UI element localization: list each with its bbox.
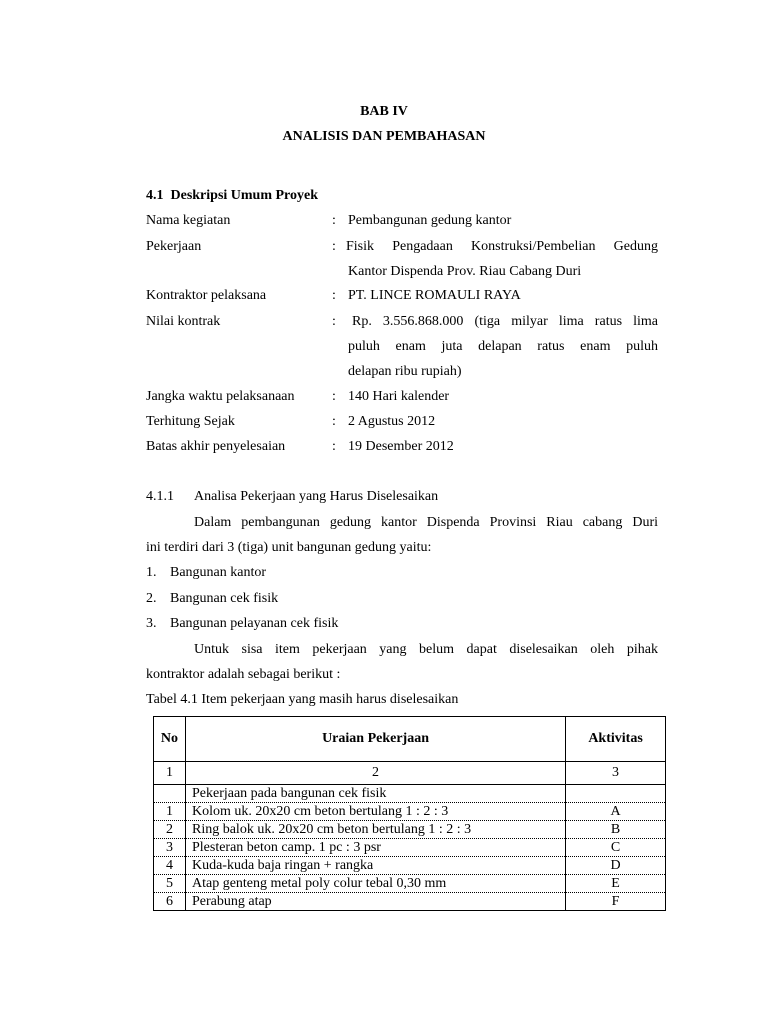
field-colon: :: [332, 288, 336, 303]
field-label-nilai-kontrak: Nilai kontrak: [146, 314, 221, 329]
chapter-number: BAB IV: [360, 104, 408, 119]
group-title-row: [154, 785, 666, 803]
row-number: 3: [154, 839, 186, 857]
field-colon: :: [332, 314, 336, 329]
column-number: 1: [154, 762, 186, 785]
paragraph-line: Dalam pembangunan gedung kantor Dispenda Provinsi Riau cabang Duri: [194, 515, 658, 530]
row-activity: E: [566, 875, 666, 893]
field-colon: :: [332, 389, 336, 404]
list-item: Bangunan kantor: [170, 565, 267, 580]
column-header-uraian: Uraian Pekerjaan: [185, 717, 565, 762]
column-number-row: [154, 762, 666, 785]
field-value-nilai-line3: delapan ribu rupiah): [348, 364, 462, 379]
table-row: [154, 821, 666, 839]
list-item: Bangunan pelayanan cek fisik: [170, 616, 339, 631]
row-description: Ring balok uk. 20x20 cm beton bertulang 1 : 2 : 3: [185, 821, 565, 839]
field-label-nama-kegiatan: Nama kegiatan: [146, 213, 231, 228]
column-header-aktivitas: Aktivitas: [566, 717, 666, 762]
paragraph-line: Untuk sisa item pekerjaan yang belum dapat diselesaikan oleh pihak: [194, 642, 658, 657]
row-activity: B: [566, 821, 666, 839]
table-row: [154, 857, 666, 875]
list-item: Bangunan cek fisik: [170, 591, 279, 606]
section-heading: [146, 188, 318, 204]
field-value-kontraktor: PT. LINCE ROMAULI RAYA: [348, 288, 521, 303]
list-item-number: 1.: [146, 565, 157, 580]
field-colon: :: [332, 239, 336, 254]
table-row: [154, 839, 666, 857]
row-description: Perabung atap: [185, 893, 565, 911]
field-value-nama-kegiatan: Pembangunan gedung kantor: [348, 213, 512, 228]
list-item-number: 2.: [146, 591, 157, 606]
table-caption: Tabel 4.1 Item pekerjaan yang masih harus diselesaikan: [146, 692, 459, 707]
field-colon: :: [332, 213, 336, 228]
paragraph-line: ini terdiri dari 3 (tiga) unit bangunan gedung yaitu:: [146, 540, 432, 555]
row-number: 4: [154, 857, 186, 875]
row-activity: A: [566, 803, 666, 821]
column-header-no: No: [154, 717, 186, 762]
row-number: 5: [154, 875, 186, 893]
row-activity: F: [566, 893, 666, 911]
section-number: 4.1: [146, 188, 164, 203]
table-header-row: [154, 717, 666, 762]
field-value-nilai-line2: puluh enam juta delapan ratus enam puluh: [348, 339, 658, 354]
group-title: Pekerjaan pada bangunan cek fisik: [185, 785, 565, 803]
row-description: Kolom uk. 20x20 cm beton bertulang 1 : 2 : 3: [185, 803, 565, 821]
field-value-nilai-line1: Rp. 3.556.868.000 (tiga milyar lima ratus lima: [352, 314, 658, 329]
list-item-number: 3.: [146, 616, 157, 631]
column-number: 3: [566, 762, 666, 785]
field-label-jangka-waktu: Jangka waktu pelaksanaan: [146, 389, 295, 404]
section-title: Deskripsi Umum Proyek: [170, 188, 319, 203]
field-value-terhitung-sejak: 2 Agustus 2012: [348, 414, 436, 429]
table-row: [154, 803, 666, 821]
paragraph-line: kontraktor adalah sebagai berikut :: [146, 667, 341, 682]
table-cell: [566, 785, 666, 803]
row-description: Atap genteng metal poly colur tebal 0,30 mm: [185, 875, 565, 893]
field-label-batas-akhir: Batas akhir penyelesaian: [146, 439, 286, 454]
field-value-pekerjaan-line2: Kantor Dispenda Prov. Riau Cabang Duri: [348, 264, 582, 279]
row-activity: C: [566, 839, 666, 857]
row-number: 2: [154, 821, 186, 839]
field-label-pekerjaan: Pekerjaan: [146, 239, 202, 254]
row-description: Kuda-kuda baja ringan + rangka: [185, 857, 565, 875]
row-number: 1: [154, 803, 186, 821]
field-value-batas-akhir: 19 Desember 2012: [348, 439, 454, 454]
field-value-jangka-waktu: 140 Hari kalender: [348, 389, 450, 404]
field-value-pekerjaan-line1: Fisik Pengadaan Konstruksi/Pembelian Gedung: [346, 239, 658, 254]
column-number: 2: [185, 762, 565, 785]
field-label-terhitung-sejak: Terhitung Sejak: [146, 414, 235, 429]
work-items-table: [153, 716, 666, 911]
row-number: 6: [154, 893, 186, 911]
subsection-title: Analisa Pekerjaan yang Harus Diselesaikan: [194, 489, 439, 504]
field-label-kontraktor: Kontraktor pelaksana: [146, 288, 267, 303]
table-row: [154, 875, 666, 893]
field-colon: :: [332, 439, 336, 454]
row-description: Plesteran beton camp. 1 pc : 3 psr: [185, 839, 565, 857]
field-colon: :: [332, 414, 336, 429]
subsection-number: 4.1.1: [146, 489, 174, 504]
row-activity: D: [566, 857, 666, 875]
table-row: [154, 893, 666, 911]
chapter-title: ANALISIS DAN PEMBAHASAN: [282, 129, 486, 144]
table-cell: [154, 785, 186, 803]
